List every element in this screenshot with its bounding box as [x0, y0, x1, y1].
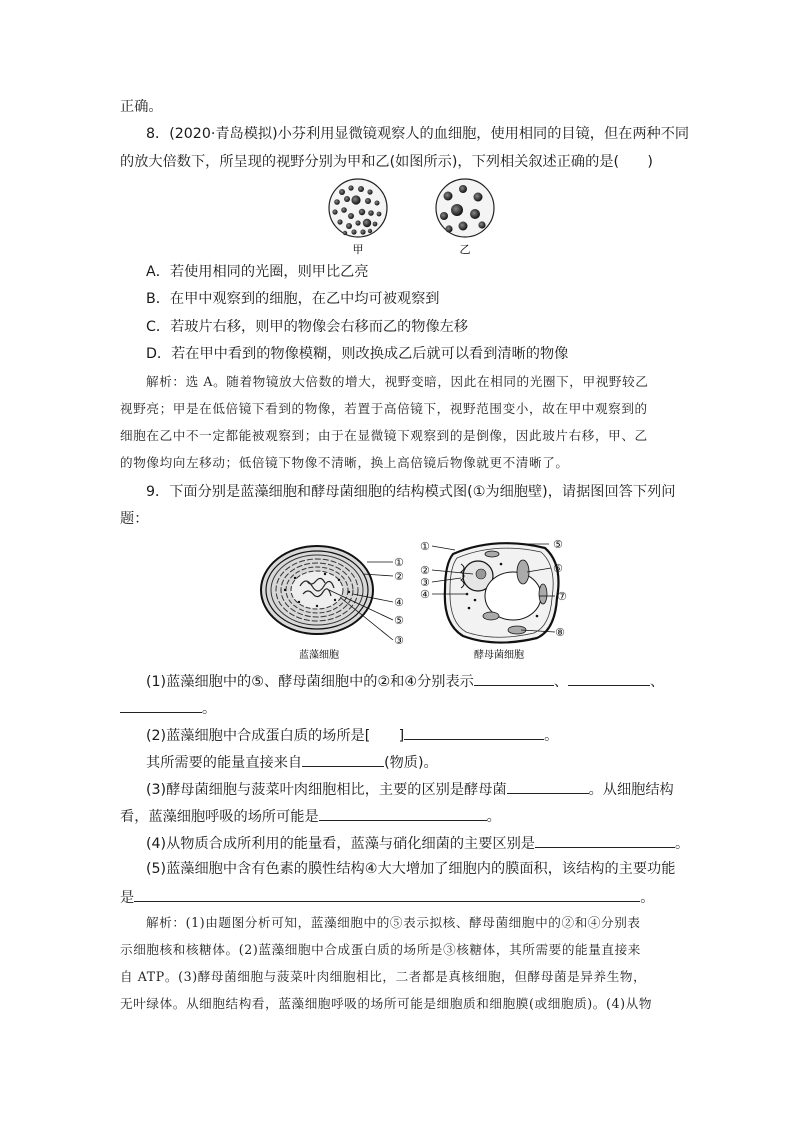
- sub-question-5-cont: [120, 886, 654, 908]
- question-8-stem: 8．(2020·青岛模拟)小芬利用显微镜观察人的血细胞，使用相同的目镜，但在两种不同: [146, 126, 690, 142]
- end-mark: 。: [202, 701, 217, 717]
- sub-question-4-text: (4)从物质合成所利用的能量看，蓝藻与硝化细菌的主要区别是: [146, 836, 535, 852]
- answer-9-line: 无叶绿体。从细胞结构看，蓝藻细胞呼吸的场所可能是细胞质和细胞膜(或细胞质)。(4)从物: [120, 996, 653, 1011]
- yeast-diagram: [420, 538, 567, 661]
- answer-blank[interactable]: [474, 670, 554, 686]
- sub-question-5: (5)蓝藻细胞中含有色素的膜性结构④大大增加了细胞内的膜面积，该结构的主要功能: [146, 861, 676, 877]
- separator: 、: [553, 674, 569, 690]
- field-yi: [436, 179, 494, 256]
- question-8-stem-cont: 的放大倍数下，所呈现的视野分别为甲和乙(如图所示)，下列相关叙述正确的是( ): [120, 154, 653, 170]
- sub-question-4: [146, 832, 689, 854]
- answer-blank[interactable]: [120, 697, 202, 713]
- cyanobacteria-label-2: ②: [394, 570, 404, 583]
- end-mark: 。: [640, 890, 655, 906]
- sub-question-5-text: 是: [120, 890, 135, 906]
- answer-blank[interactable]: [302, 751, 384, 767]
- cyanobacteria-label-4: ④: [394, 596, 404, 609]
- cyanobacteria-caption: 蓝藻细胞: [299, 650, 339, 661]
- question-9-stem: 9．下面分别是蓝藻细胞和酵母菌细胞的结构模式图(①为细胞壁)，请据图回答下列问: [146, 484, 676, 500]
- sub-question-1-text: (1)蓝藻细胞中的⑤、酵母菌细胞中的②和④分别表示: [146, 674, 474, 690]
- answer-9-line: 自 ATP。(3)酵母菌细胞与菠菜叶肉细胞相比，二者都是真核细胞，但酵母菌是异养生物，: [120, 969, 647, 984]
- separator: 、: [650, 674, 665, 690]
- end-mark: 。: [544, 728, 559, 744]
- sub-question-3: [146, 778, 674, 800]
- answer-blank[interactable]: [134, 886, 640, 902]
- sub-question-2-text: (2)蓝藻细胞中合成蛋白质的场所是[ ]: [146, 728, 405, 744]
- yeast-caption: 酵母菌细胞: [474, 650, 524, 661]
- option-a: A．若使用相同的光圈，则甲比乙亮: [146, 264, 369, 280]
- yeast-label-1: ①: [420, 540, 430, 553]
- yeast-label-4: ④: [420, 588, 430, 601]
- yeast-label-6: ⑥: [553, 562, 563, 575]
- field-yi-label: 乙: [459, 244, 471, 256]
- yeast-label-8: ⑧: [555, 626, 565, 639]
- yeast-label-2: ②: [420, 564, 430, 577]
- answer-8-line: 细胞在乙中不一定都能被观察到；由于在显微镜下观察到的是倒像，因此玻片右移，甲、乙: [120, 428, 648, 443]
- text-line: 正确。: [120, 99, 163, 115]
- sub-question-3-text: 。从细胞结构: [588, 782, 674, 798]
- sub-question-2: [146, 724, 558, 746]
- sub-question-3-text: 看，蓝藻细胞呼吸的场所可能是: [120, 809, 319, 825]
- yeast-label-5: ⑤: [553, 538, 563, 551]
- microscope-fields-figure: [320, 176, 500, 260]
- sub-question-2-text: (物质)。: [384, 755, 438, 771]
- question-9-stem-cont: 题：: [120, 511, 149, 527]
- answer-9-line: 示细胞核和核糖体。(2)蓝藻细胞中合成蛋白质的场所是③核糖体，其所需要的能量直接来: [120, 942, 642, 957]
- sub-question-3-text: (3)酵母菌细胞与菠菜叶肉细胞相比，主要的区别是酵母菌: [146, 782, 507, 798]
- cyanobacteria-label-5: ⑤: [394, 614, 404, 627]
- answer-blank[interactable]: [535, 832, 675, 848]
- answer-blank[interactable]: [404, 724, 544, 740]
- cyanobacteria-label-3: ③: [394, 634, 404, 647]
- sub-question-3-cont: [120, 805, 501, 827]
- answer-8-line: 解析：选 A。随着物镜放大倍数的增大，视野变暗，因此在相同的光圈下，甲视野较乙: [146, 374, 649, 389]
- answer-8-line: 视野亮；甲是在低倍镜下看到的物像，若置于高倍镜下，视野范围变小，故在甲中观察到的: [120, 401, 648, 416]
- option-d: D．若在甲中看到的物像模糊，则改换成乙后就可以看到清晰的物像: [146, 346, 569, 362]
- option-c: C．若玻片右移，则甲的物像会右移而乙的物像左移: [146, 319, 469, 335]
- field-jia-label: 甲: [352, 244, 364, 256]
- sub-question-1: [146, 670, 664, 692]
- answer-9-line: 解析：(1)由题图分析可知，蓝藻细胞中的⑤表示拟核、酵母菌细胞中的②和④分别表: [146, 915, 641, 930]
- answer-8-line: 的物像均向左移动；低倍镜下物像不清晰，换上高倍镜后物像就更不清晰了。: [120, 455, 569, 470]
- end-mark: 。: [486, 809, 501, 825]
- yeast-label-7: ⑦: [557, 590, 567, 603]
- answer-blank[interactable]: [319, 805, 487, 821]
- option-b: B．在甲中观察到的细胞，在乙中均可被观察到: [146, 291, 440, 307]
- sub-question-2-cont: [146, 751, 438, 773]
- cell-structure-figure: [255, 534, 585, 666]
- answer-blank[interactable]: [507, 778, 589, 794]
- end-mark: 。: [674, 836, 690, 852]
- sub-question-2-text: 其所需要的能量直接来自: [146, 755, 303, 771]
- cyanobacteria-label-1: ①: [394, 556, 404, 569]
- yeast-label-3: ③: [420, 576, 430, 589]
- sub-question-1-cont: [120, 697, 216, 719]
- cyanobacteria-diagram: [261, 546, 404, 661]
- field-jia: [329, 179, 387, 256]
- answer-blank[interactable]: [568, 670, 650, 686]
